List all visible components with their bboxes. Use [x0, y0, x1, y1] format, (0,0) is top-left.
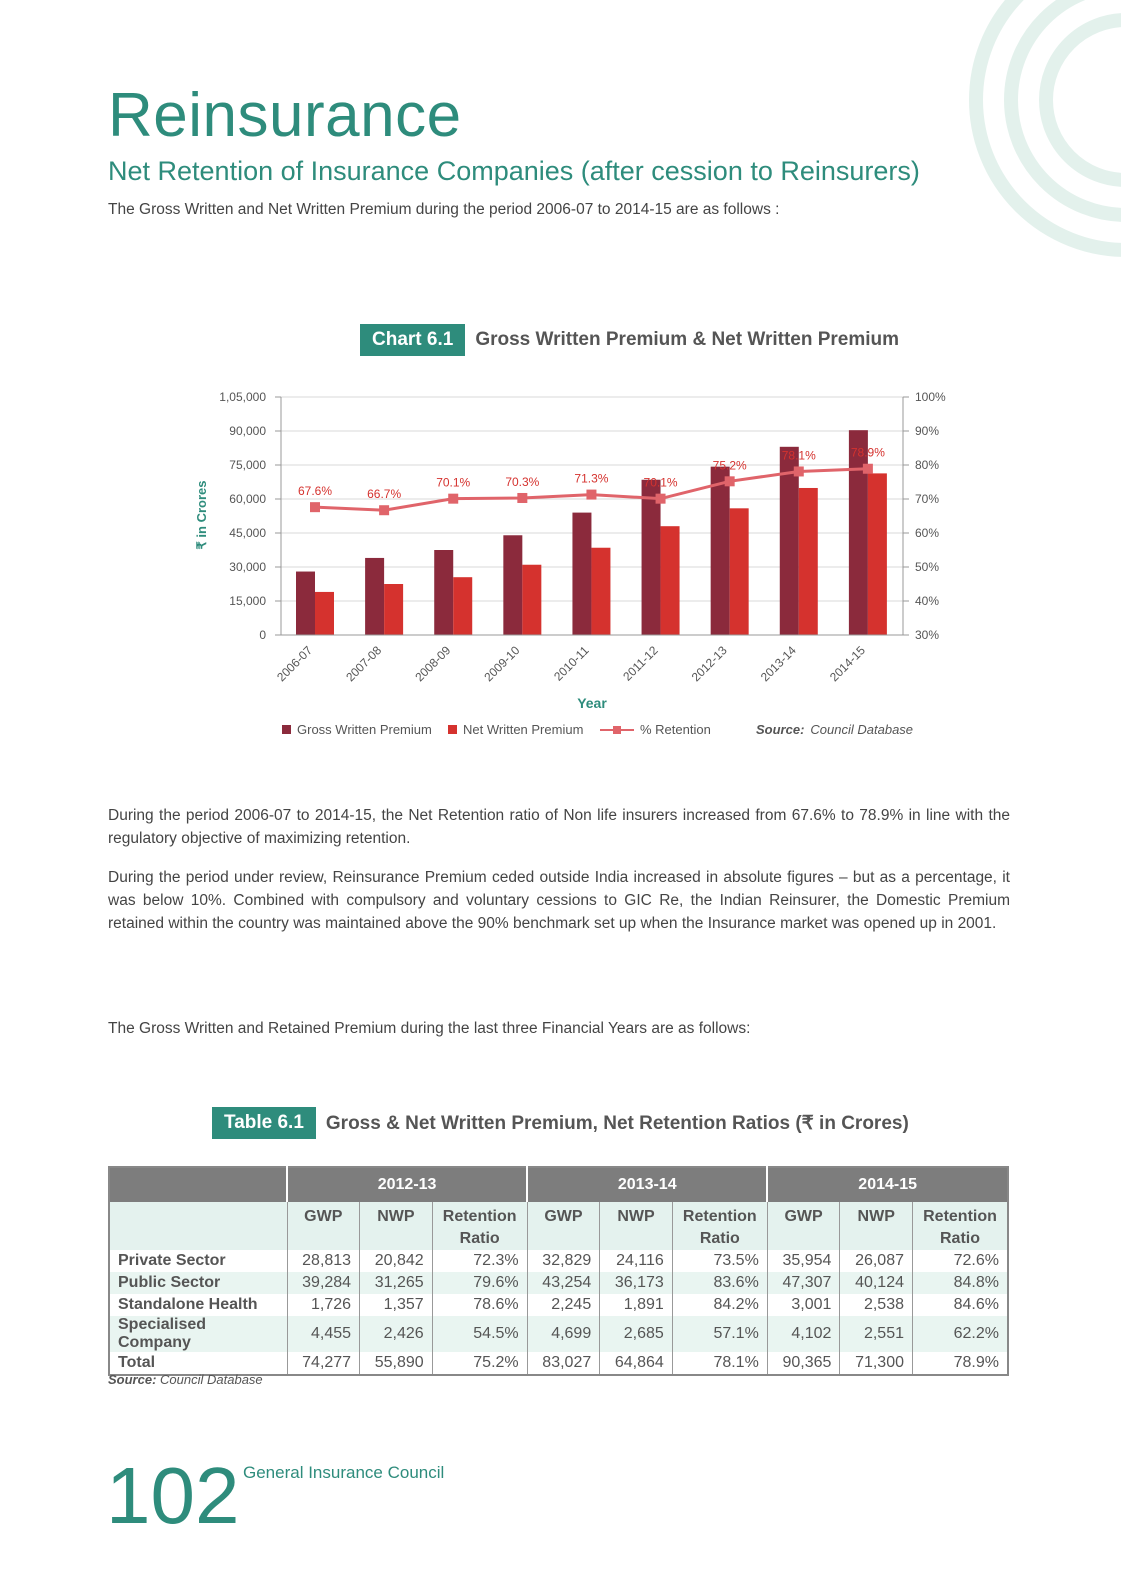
- y-tick-label: 1,05,000: [219, 390, 266, 404]
- retention-label: 66.7%: [367, 487, 402, 502]
- table-cell: 55,890: [360, 1352, 433, 1375]
- gwp-bar: [849, 430, 868, 635]
- table-cell: 2,426: [360, 1316, 433, 1352]
- table-cell: 83,027: [527, 1352, 600, 1375]
- legend-gwp: [282, 722, 432, 737]
- retention-marker: [379, 505, 389, 515]
- decorative-arcs: [901, 0, 1121, 270]
- y-tick-label: 90,000: [229, 424, 266, 438]
- y2-tick-label: 90%: [915, 424, 940, 438]
- retention-marker: [863, 464, 873, 474]
- nwp-bar: [384, 584, 403, 635]
- legend-swatch: [282, 725, 291, 734]
- retention-marker: [656, 494, 666, 504]
- y-tick-label: 45,000: [229, 526, 266, 540]
- y-tick-label: 0: [259, 628, 266, 642]
- paragraph-retention: During the period 2006-07 to 2014-15, the Net Retention ratio of Non life insurers increased from 67.6% to 78.9% in line with the regulatory objective of maximizing retention.: [108, 807, 1010, 847]
- nwp-bar: [522, 565, 541, 635]
- table-cell: 74,277: [287, 1352, 360, 1375]
- y2-tick-label: 80%: [915, 458, 940, 472]
- table-cell: 4,102: [767, 1316, 840, 1352]
- nwp-bar: [453, 577, 472, 635]
- y2-tick-label: 100%: [915, 390, 946, 404]
- table-cell: 35,954: [767, 1250, 840, 1272]
- table-cell: 64,864: [600, 1352, 673, 1375]
- year-header: 2012-13: [287, 1167, 527, 1202]
- nwp-bar: [799, 488, 818, 635]
- table-cell: 3,001: [767, 1294, 840, 1316]
- col-header: Retention Ratio: [672, 1202, 767, 1250]
- y2-tick-label: 40%: [915, 594, 940, 608]
- table-intro-text: The Gross Written and Retained Premium during the last three Financial Years are as follows:: [108, 1020, 751, 1037]
- retention-label: 71.3%: [574, 471, 609, 486]
- publisher-name: General Insurance Council: [243, 1463, 445, 1482]
- table-cell: 83.6%: [672, 1272, 767, 1294]
- legend-retention: [600, 722, 711, 737]
- gwp-bar: [503, 535, 522, 635]
- gwp-bar: [296, 572, 315, 635]
- retention-marker: [586, 490, 596, 500]
- x-tick-label: 2013-14: [757, 643, 799, 685]
- x-axis-label: Year: [577, 695, 607, 711]
- table-cell: 79.6%: [432, 1272, 527, 1294]
- legend-line-swatch: [600, 725, 634, 735]
- table-cell: 1,357: [360, 1294, 433, 1316]
- row-label: Private Sector: [109, 1250, 287, 1272]
- table-cell: 84.2%: [672, 1294, 767, 1316]
- legend-label: Gross Written Premium: [297, 722, 432, 737]
- table-cell: 4,699: [527, 1316, 600, 1352]
- col-header: GWP: [767, 1202, 840, 1250]
- col-header: Retention Ratio: [913, 1202, 1009, 1250]
- table-cell: 72.3%: [432, 1250, 527, 1272]
- table-cell: 24,116: [600, 1250, 673, 1272]
- year-header: 2013-14: [527, 1167, 767, 1202]
- row-label: Total: [109, 1352, 287, 1375]
- table-cell: 78.9%: [913, 1352, 1009, 1375]
- table-cell: 47,307: [767, 1272, 840, 1294]
- nwp-bar: [868, 473, 887, 635]
- corner-cell: [109, 1202, 287, 1250]
- table-cell: 4,455: [287, 1316, 360, 1352]
- row-label: Specialised Company: [109, 1316, 287, 1352]
- col-header: GWP: [287, 1202, 360, 1250]
- col-header: NWP: [360, 1202, 433, 1250]
- nwp-bar: [591, 548, 610, 635]
- chart-source: [756, 722, 913, 737]
- table-cell: 57.1%: [672, 1316, 767, 1352]
- table-cell: 84.6%: [913, 1294, 1009, 1316]
- chart-title: Gross Written Premium & Net Written Premium: [475, 329, 900, 350]
- x-tick-label: 2006-07: [274, 643, 316, 685]
- table-cell: 39,284: [287, 1272, 360, 1294]
- table-row: [109, 1250, 1008, 1272]
- table-cell: 78.1%: [672, 1352, 767, 1375]
- retention-marker: [517, 493, 527, 503]
- page-number: 102: [106, 1451, 240, 1540]
- chart-intro-text: The Gross Written and Net Written Premium during the period 2006-07 to 2014-15 are as follows :: [108, 201, 780, 218]
- table-cell: 32,829: [527, 1250, 600, 1272]
- gwp-bar: [434, 550, 453, 635]
- table-cell: 90,365: [767, 1352, 840, 1375]
- y-tick-label: 15,000: [229, 594, 266, 608]
- col-header: GWP: [527, 1202, 600, 1250]
- retention-label: 67.6%: [297, 484, 333, 499]
- y2-tick-label: 50%: [915, 560, 940, 574]
- table-cell: 71,300: [840, 1352, 913, 1375]
- table-source-text: Council Database: [160, 1372, 263, 1387]
- table-caption: [212, 1107, 909, 1139]
- gwp-bar: [365, 558, 384, 635]
- x-tick-label: 2010-11: [551, 643, 592, 684]
- row-label: Standalone Health: [109, 1294, 287, 1316]
- y2-tick-label: 70%: [915, 492, 940, 506]
- paragraph-reinsurance: During the period under review, Reinsurance Premium ceded outside India increased in absolute figures – but as a percentage, it was below 10%. Combined with compulsory and voluntary cessions to GIC Re, the Indian Reinsurer, the Domestic Premium retained within the country was maintained above the 90% benchmark set up when the Insurance market was opened up in 2001.: [108, 869, 1010, 932]
- y2-tick-label: 30%: [915, 628, 940, 642]
- table-badge: Table 6.1: [212, 1107, 316, 1139]
- retention-marker: [725, 476, 735, 486]
- chart-source-text: Council Database: [810, 722, 914, 737]
- table-row: [109, 1272, 1008, 1294]
- table-cell: 75.2%: [432, 1352, 527, 1375]
- table-cell: 2,551: [840, 1316, 913, 1352]
- y2-tick-label: 60%: [915, 526, 940, 540]
- table-cell: 28,813: [287, 1250, 360, 1272]
- page-subheading: Net Retention of Insurance Companies (after cession to Reinsurers): [108, 156, 920, 186]
- table-row: [109, 1294, 1008, 1316]
- retention-label: 75.2%: [712, 458, 747, 473]
- gwp-bar: [572, 513, 591, 635]
- retention-label: 70.1%: [643, 475, 678, 490]
- table-cell: 2,538: [840, 1294, 913, 1316]
- year-header: 2014-15: [767, 1167, 1008, 1202]
- x-tick-label: 2012-13: [688, 643, 730, 685]
- row-label: Public Sector: [109, 1272, 287, 1294]
- legend-nwp: [448, 722, 583, 737]
- table-cell: 20,842: [360, 1250, 433, 1272]
- col-header: NWP: [840, 1202, 913, 1250]
- table-cell: 36,173: [600, 1272, 673, 1294]
- retention-label: 78.1%: [781, 448, 816, 463]
- table-source-label: Source:: [108, 1372, 157, 1387]
- chart-badge: Chart 6.1: [360, 324, 465, 356]
- table-cell: 62.2%: [913, 1316, 1009, 1352]
- table-cell: 78.6%: [432, 1294, 527, 1316]
- combo-chart: [0, 380, 1121, 720]
- x-tick-label: 2011-12: [620, 643, 661, 684]
- table-cell: 84.8%: [913, 1272, 1009, 1294]
- legend-label: % Retention: [640, 722, 711, 737]
- table-row: [109, 1316, 1008, 1352]
- page-heading: Reinsurance: [108, 81, 462, 150]
- retention-label: 70.1%: [436, 475, 471, 490]
- table-cell: 73.5%: [672, 1250, 767, 1272]
- table-cell: 72.6%: [913, 1250, 1009, 1272]
- y-tick-label: 60,000: [229, 492, 266, 506]
- nwp-bar: [315, 592, 334, 635]
- legend-swatch: [448, 725, 457, 734]
- table-cell: 40,124: [840, 1272, 913, 1294]
- corner-cell: [109, 1167, 287, 1202]
- table-cell: 2,245: [527, 1294, 600, 1316]
- legend-label: Net Written Premium: [463, 722, 584, 737]
- retention-marker: [448, 494, 458, 504]
- chart-source-label: Source:: [756, 722, 805, 737]
- col-header: Retention Ratio: [432, 1202, 527, 1250]
- table-cell: 54.5%: [432, 1316, 527, 1352]
- col-header: NWP: [600, 1202, 673, 1250]
- gwp-bar: [711, 467, 730, 635]
- y-tick-label: 30,000: [229, 560, 266, 574]
- table-cell: 1,891: [600, 1294, 673, 1316]
- table-cell: 1,726: [287, 1294, 360, 1316]
- nwp-bar: [661, 526, 680, 635]
- x-tick-label: 2014-15: [826, 643, 869, 685]
- nwp-bar: [730, 508, 749, 635]
- chart-caption: [360, 324, 899, 356]
- retention-marker: [794, 466, 804, 476]
- retention-label: 70.3%: [505, 474, 540, 489]
- table-cell: 26,087: [840, 1250, 913, 1272]
- table-cell: 2,685: [600, 1316, 673, 1352]
- y-tick-label: 75,000: [229, 458, 266, 472]
- table-cell: 31,265: [360, 1272, 433, 1294]
- x-tick-label: 2009-10: [481, 643, 523, 685]
- x-tick-label: 2008-09: [412, 643, 454, 685]
- x-tick-label: 2007-08: [343, 643, 385, 685]
- table-title: Gross & Net Written Premium, Net Retention Ratios (₹ in Crores): [325, 1112, 909, 1134]
- retention-table: [108, 1166, 1009, 1376]
- table-source: [108, 1372, 263, 1387]
- retention-label: 78.9%: [850, 445, 885, 460]
- table-cell: 43,254: [527, 1272, 600, 1294]
- retention-marker: [310, 502, 320, 512]
- y-axis-label: ₹ in Crores: [194, 480, 209, 550]
